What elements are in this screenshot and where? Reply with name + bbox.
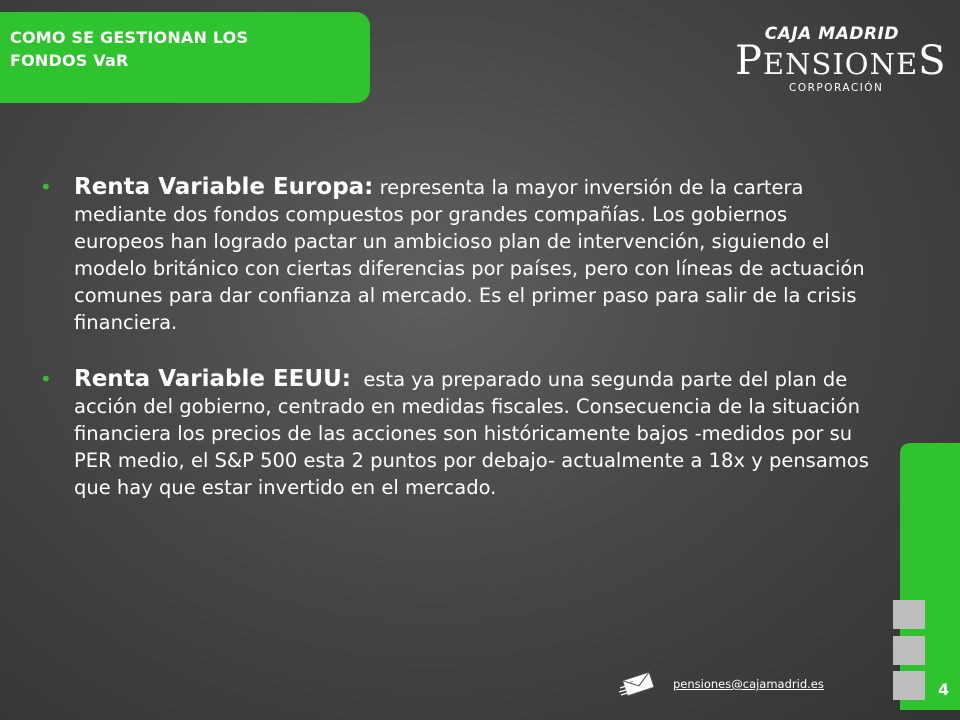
- page-number: 4: [938, 680, 950, 699]
- logo-middle: ENSIONE: [762, 47, 919, 81]
- bullet-dot-icon: •: [40, 175, 52, 199]
- logo-corporacion: CORPORACIÓN: [789, 82, 884, 94]
- bullet-list: [40, 174, 880, 501]
- slide-title: [10, 26, 358, 72]
- nav-square-2[interactable]: [893, 636, 925, 665]
- slide-title-box: [0, 12, 370, 103]
- slide-title-line1: COMO SE GESTIONAN LOS: [10, 28, 249, 47]
- logo-caja-madrid: CAJA MADRID: [764, 24, 899, 44]
- bullet-heading: Renta Variable EEUU:: [74, 366, 351, 392]
- caja-madrid-pensiones-logo: [735, 24, 947, 100]
- slide-title-line2: FONDOS VaR: [10, 51, 129, 70]
- bullet-text: representa la mayor inversión de la cartera mediante dos fondos compuestos por grandes compañías. Los gobiernos europeos han logrado pactar un ambicioso plan de intervención, siguiendo el modelo británico con ciertas diferencias por países, pero con líneas de actuación comunes para dar confianza al mercado. Es el primer paso para salir de la crisis financiera.: [74, 176, 865, 334]
- bullet-text: esta ya preparado una segunda parte del plan de acción del gobierno, centrado en medidas fiscales. Consecuencia de la situación financiera los precios de las acciones son históricamente bajos -medidos por su PER medio, el S&P 500 esta 2 puntos por debajo- actualmente a 18x y pensamos que hay que estar invertido en el mercado.: [74, 368, 876, 499]
- logo-final: S: [918, 38, 947, 84]
- bullet-dot-icon: •: [40, 367, 52, 391]
- nav-square-1[interactable]: [893, 600, 925, 629]
- nav-square-3[interactable]: [893, 671, 925, 700]
- email-link[interactable]: pensiones@cajamadrid.es: [673, 677, 824, 691]
- bullet-renta-variable-europa: [40, 174, 880, 336]
- logo-initial: P: [735, 38, 763, 84]
- envelope-icon[interactable]: [618, 668, 658, 698]
- side-green-bar: [900, 443, 960, 710]
- bullet-heading: Renta Variable Europa:: [74, 174, 374, 200]
- logo-pensiones: [735, 38, 947, 84]
- bullet-renta-variable-eeuu: [40, 366, 880, 501]
